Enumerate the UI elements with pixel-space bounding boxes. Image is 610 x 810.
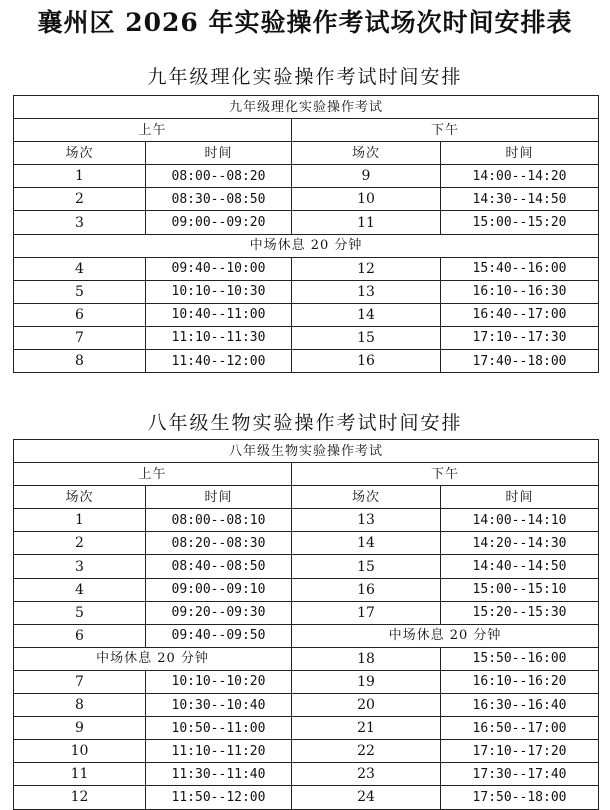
afternoon-session-time: 15:40--16:00 [441, 257, 599, 280]
column-header-time: 时间 [441, 142, 599, 165]
table-title-row [14, 440, 599, 463]
table-row [14, 188, 599, 211]
table-row [14, 763, 599, 786]
table-row [14, 165, 599, 188]
morning-session-time: 10:40--11:00 [146, 303, 292, 326]
table-row [14, 694, 599, 717]
morning-session-number: 11 [14, 763, 146, 786]
column-header-time: 时间 [441, 486, 599, 509]
morning-break-label: 中场休息 20 分钟 [14, 647, 292, 670]
table-row [14, 740, 599, 763]
morning-session-time: 10:10--10:30 [146, 280, 292, 303]
period-row [14, 119, 599, 142]
table-row [14, 303, 599, 326]
table-row [14, 532, 599, 555]
table-row [14, 624, 599, 647]
break-label: 中场休息 20 分钟 [14, 234, 599, 257]
morning-session-number: 2 [14, 532, 146, 555]
table-row [14, 717, 599, 740]
afternoon-session-number: 10 [292, 188, 441, 211]
table-row [14, 555, 599, 578]
afternoon-session-number: 20 [292, 694, 441, 717]
morning-session-time: 11:30--11:40 [146, 763, 292, 786]
grade8-section-title: 八年级生物实验操作考试时间安排 [147, 412, 463, 434]
afternoon-label: 下午 [292, 463, 599, 486]
afternoon-session-number: 16 [292, 350, 441, 373]
afternoon-session-time: 16:50--17:00 [441, 717, 599, 740]
column-header-session: 场次 [14, 486, 146, 509]
afternoon-session-time: 14:20--14:30 [441, 532, 599, 555]
table-title: 九年级理化实验操作考试 [14, 96, 599, 119]
morning-session-time: 08:30--08:50 [146, 188, 292, 211]
column-header-session: 场次 [292, 486, 441, 509]
afternoon-label: 下午 [292, 119, 599, 142]
afternoon-session-number: 9 [292, 165, 441, 188]
grade8-schedule-table [13, 439, 599, 810]
table-row [14, 350, 599, 373]
afternoon-session-time: 14:30--14:50 [441, 188, 599, 211]
table-row [14, 257, 599, 280]
afternoon-session-number: 11 [292, 211, 441, 234]
afternoon-session-time: 14:00--14:10 [441, 509, 599, 532]
afternoon-session-number: 15 [292, 555, 441, 578]
afternoon-session-time: 15:00--15:20 [441, 211, 599, 234]
table-title: 八年级生物实验操作考试 [14, 440, 599, 463]
morning-session-time: 10:10--10:20 [146, 670, 292, 693]
afternoon-session-time: 17:40--18:00 [441, 350, 599, 373]
afternoon-session-number: 15 [292, 326, 441, 349]
morning-session-number: 5 [14, 280, 146, 303]
period-row [14, 463, 599, 486]
morning-session-number: 1 [14, 509, 146, 532]
morning-session-number: 1 [14, 165, 146, 188]
afternoon-session-time: 15:00--15:10 [441, 578, 599, 601]
morning-session-number: 7 [14, 326, 146, 349]
column-header-row [14, 486, 599, 509]
morning-session-time: 11:40--12:00 [146, 350, 292, 373]
afternoon-session-number: 24 [292, 786, 441, 809]
morning-session-number: 4 [14, 578, 146, 601]
table-row [14, 211, 599, 234]
morning-session-time: 08:40--08:50 [146, 555, 292, 578]
morning-session-time: 09:40--09:50 [146, 624, 292, 647]
afternoon-session-number: 17 [292, 601, 441, 624]
morning-session-number: 10 [14, 740, 146, 763]
afternoon-session-time: 14:00--14:20 [441, 165, 599, 188]
afternoon-session-time: 15:20--15:30 [441, 601, 599, 624]
morning-session-time: 09:40--10:00 [146, 257, 292, 280]
table-row [14, 670, 599, 693]
table-row [14, 578, 599, 601]
afternoon-break-label: 中场休息 20 分钟 [292, 624, 599, 647]
morning-session-time: 11:10--11:20 [146, 740, 292, 763]
afternoon-session-number: 23 [292, 763, 441, 786]
column-header-time: 时间 [146, 142, 292, 165]
afternoon-session-number: 18 [292, 647, 441, 670]
column-header-time: 时间 [146, 486, 292, 509]
morning-session-number: 9 [14, 717, 146, 740]
table-row [14, 280, 599, 303]
afternoon-session-time: 16:10--16:30 [441, 280, 599, 303]
afternoon-session-time: 17:10--17:20 [441, 740, 599, 763]
afternoon-session-number: 19 [292, 670, 441, 693]
break-row [14, 234, 599, 257]
morning-session-time: 11:10--11:30 [146, 326, 292, 349]
table-row [14, 509, 599, 532]
morning-label: 上午 [14, 463, 292, 486]
afternoon-session-number: 13 [292, 280, 441, 303]
morning-session-number: 7 [14, 670, 146, 693]
table-row [14, 601, 599, 624]
morning-session-number: 6 [14, 624, 146, 647]
morning-session-number: 8 [14, 350, 146, 373]
afternoon-session-time: 14:40--14:50 [441, 555, 599, 578]
afternoon-session-time: 17:30--17:40 [441, 763, 599, 786]
afternoon-session-number: 12 [292, 257, 441, 280]
afternoon-session-number: 13 [292, 509, 441, 532]
afternoon-session-time: 16:10--16:20 [441, 670, 599, 693]
morning-session-time: 08:00--08:10 [146, 509, 292, 532]
morning-session-time: 09:00--09:10 [146, 578, 292, 601]
grade9-section-title: 九年级理化实验操作考试时间安排 [147, 66, 463, 88]
afternoon-session-time: 16:40--17:00 [441, 303, 599, 326]
table-row [14, 647, 599, 670]
morning-session-number: 5 [14, 601, 146, 624]
column-header-session: 场次 [292, 142, 441, 165]
afternoon-session-time: 17:50--18:00 [441, 786, 599, 809]
morning-session-time: 09:00--09:20 [146, 211, 292, 234]
afternoon-session-number: 14 [292, 532, 441, 555]
column-header-session: 场次 [14, 142, 146, 165]
morning-session-number: 8 [14, 694, 146, 717]
table-row [14, 786, 599, 809]
morning-session-number: 3 [14, 211, 146, 234]
morning-session-number: 3 [14, 555, 146, 578]
morning-session-time: 11:50--12:00 [146, 786, 292, 809]
morning-label: 上午 [14, 119, 292, 142]
page-title: 襄州区 2026 年实验操作考试场次时间安排表 [37, 8, 573, 37]
morning-session-time: 08:20--08:30 [146, 532, 292, 555]
afternoon-session-time: 16:30--16:40 [441, 694, 599, 717]
morning-session-time: 10:30--10:40 [146, 694, 292, 717]
morning-session-number: 6 [14, 303, 146, 326]
afternoon-session-number: 16 [292, 578, 441, 601]
afternoon-session-number: 14 [292, 303, 441, 326]
morning-session-number: 4 [14, 257, 146, 280]
table-title-row [14, 96, 599, 119]
morning-session-number: 12 [14, 786, 146, 809]
afternoon-session-number: 22 [292, 740, 441, 763]
morning-session-time: 09:20--09:30 [146, 601, 292, 624]
afternoon-session-time: 17:10--17:30 [441, 326, 599, 349]
morning-session-time: 08:00--08:20 [146, 165, 292, 188]
morning-session-number: 2 [14, 188, 146, 211]
afternoon-session-number: 21 [292, 717, 441, 740]
grade9-schedule-table [13, 95, 599, 373]
morning-session-time: 10:50--11:00 [146, 717, 292, 740]
column-header-row [14, 142, 599, 165]
table-row [14, 326, 599, 349]
afternoon-session-time: 15:50--16:00 [441, 647, 599, 670]
